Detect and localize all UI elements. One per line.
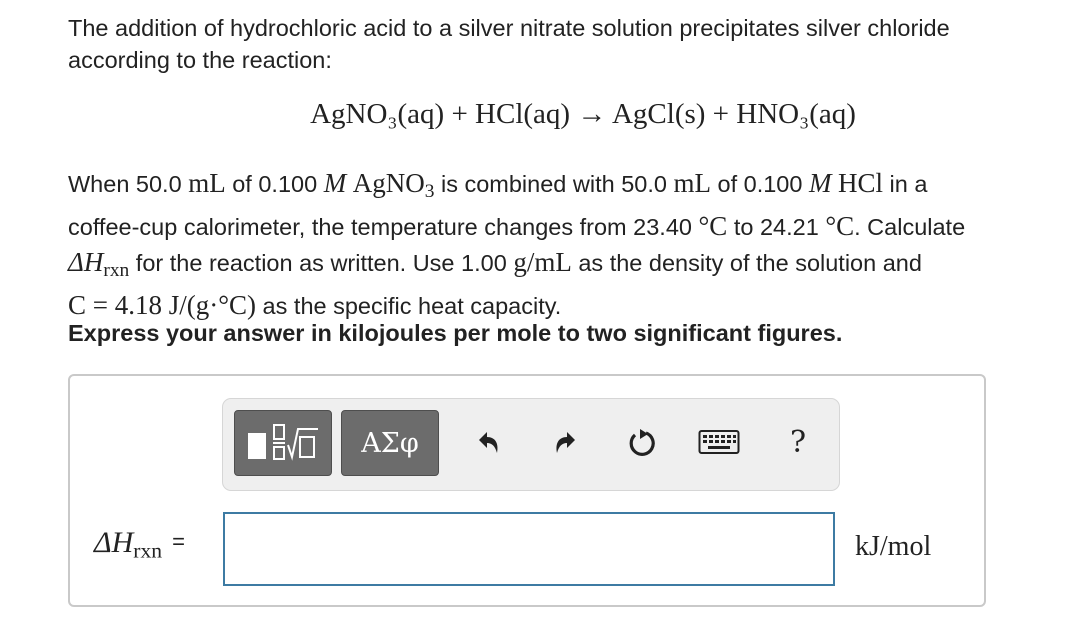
text-segment: of 0.100 [710, 171, 809, 197]
unit-ml: mL [188, 168, 226, 198]
unit-ml: mL [673, 168, 711, 198]
equals-sign: = [172, 529, 185, 554]
formula-sub: 3 [424, 180, 435, 202]
unit-molarity: M [323, 168, 347, 198]
answer-panel [68, 374, 986, 607]
redo-icon[interactable] [549, 425, 583, 459]
help-icon[interactable]: ? [789, 424, 807, 460]
text-segment: to 24.21 [727, 214, 826, 241]
keyboard-icon[interactable] [697, 425, 741, 459]
undo-icon[interactable] [471, 425, 505, 459]
unit-density: g/mL [513, 246, 572, 277]
math-toolbar [222, 398, 840, 491]
reset-icon[interactable] [625, 425, 659, 459]
text-segment: as the specific heat capacity. [256, 293, 562, 320]
problem-statement [68, 166, 1078, 324]
text-segment: coffee-cup calorimeter, the temperature changes from 23.40 [68, 214, 699, 241]
delta-h-rxn [68, 246, 130, 281]
unit-molarity: M [808, 168, 832, 198]
unit-label: kJ/mol [855, 531, 932, 562]
unit-degc: °C [825, 211, 855, 242]
formula-main: AgNO [352, 168, 425, 198]
reaction-equation: AgNO₃(aq) + HCl(aq) → AgCl(s) + HNO₃(aq) [310, 98, 856, 130]
answer-input[interactable] [223, 512, 835, 586]
text-segment: is combined with 50.0 [434, 171, 674, 197]
unit-degc: °C [698, 211, 728, 242]
heat-capacity-expr: C = 4.18 J/(g·°C) [68, 290, 257, 321]
text-segment: of 0.100 [225, 171, 324, 197]
intro-line-1: The addition of hydrochloric acid to a silver nitrate solution precipitates silver chloride [68, 15, 950, 41]
delta-h-main: ΔH [68, 246, 104, 277]
templates-icon [244, 421, 322, 465]
answer-label [94, 526, 185, 563]
greek-symbols-button[interactable]: ΑΣφ [341, 410, 439, 476]
formula-agno3 [352, 168, 435, 202]
intro-line-2: according to the reaction: [68, 47, 332, 73]
templates-button[interactable] [234, 410, 332, 476]
answer-label-main: ΔH [94, 526, 134, 559]
text-segment: in a [883, 171, 928, 197]
answer-label-sub: rxn [133, 538, 163, 563]
text-segment: for the reaction as written. Use 1.00 [129, 249, 514, 276]
text-segment: When 50.0 [68, 171, 189, 197]
formula-hcl: HCl [838, 168, 884, 198]
delta-h-sub: rxn [103, 259, 130, 281]
text-segment: as the density of the solution and [571, 249, 922, 276]
answer-instruction: Express your answer in kilojoules per mole to two significant figures. [68, 320, 843, 346]
text-segment: . Calculate [854, 214, 966, 241]
problem-intro [68, 12, 1068, 76]
